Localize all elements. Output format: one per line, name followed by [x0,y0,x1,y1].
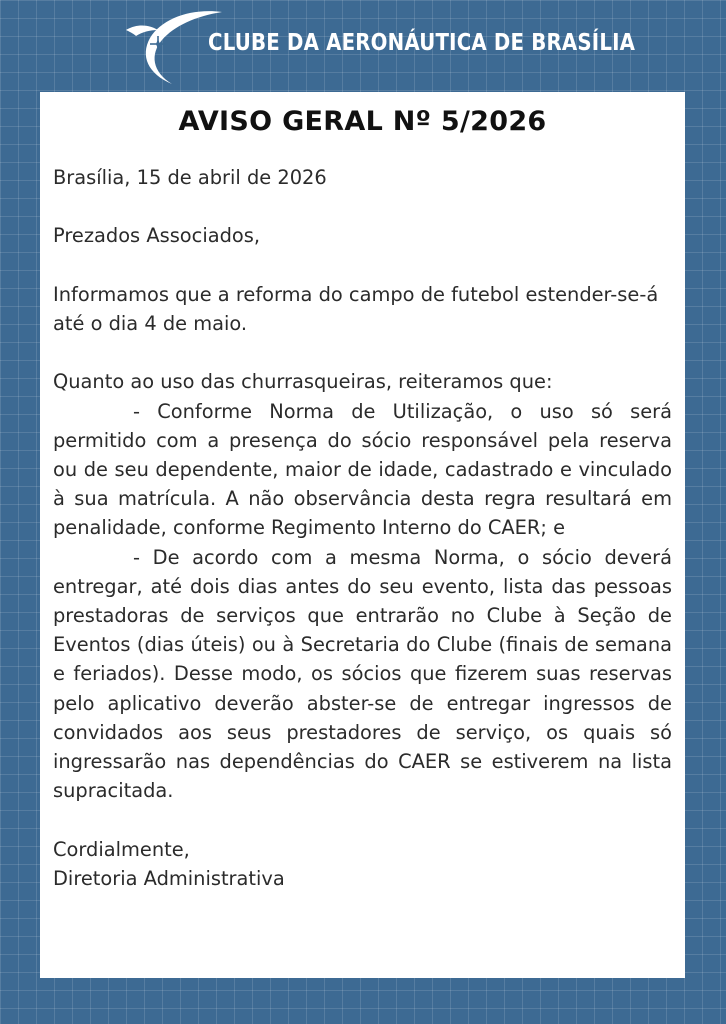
date-line: Brasília, 15 de abril de 2026 [53,166,327,189]
rule-item-1: - Conforme Norma de Utilização, o uso só será permitido com a presença do sócio responsável pela reserva ou de seu dependente, maior de idade, cadastrado e vinculado à sua matrícula. A não observância desta regra resultará em penalidade, conforme Regimento Interno do CAER; e [53,399,672,540]
paragraph-football-field: Informamos que a reforma do campo de futebol estender-se-á até o dia 4 de maio. [53,282,659,335]
signature: Diretoria Administrativa [53,866,285,890]
notice-card [40,92,685,978]
notice-body [53,163,672,893]
greeting: Prezados Associados, [53,224,261,248]
closing: Cordialmente, [53,837,190,861]
rule-item-2: - De acordo com a mesma Norma, o sócio deverá entregar, até dois dias antes do seu evento, lista das pessoas prestadoras de serviços que entrarão no Clube à Seção de Eventos (dias úteis) ou à Secretaria do Clube (finais de semana e feriados). Desse modo, os sócios que fizerem suas reservas pelo aplicativo deverão abster-se de entregar ingressos de convidados aos seus prestadores de serviço, os quais só ingressarão nas dependências do CAER se estiverem na lista supracitada. [53,545,672,803]
notice-title: AVISO GERAL Nº 5/2026 [178,106,547,137]
club-name: CLUBE DA AERONÁUTICA DE BRASÍLIA [208,30,636,56]
header-banner [0,0,726,90]
paragraph-barbecue-intro: Quanto ao uso das churrasqueiras, reiteramos que: [53,370,553,394]
